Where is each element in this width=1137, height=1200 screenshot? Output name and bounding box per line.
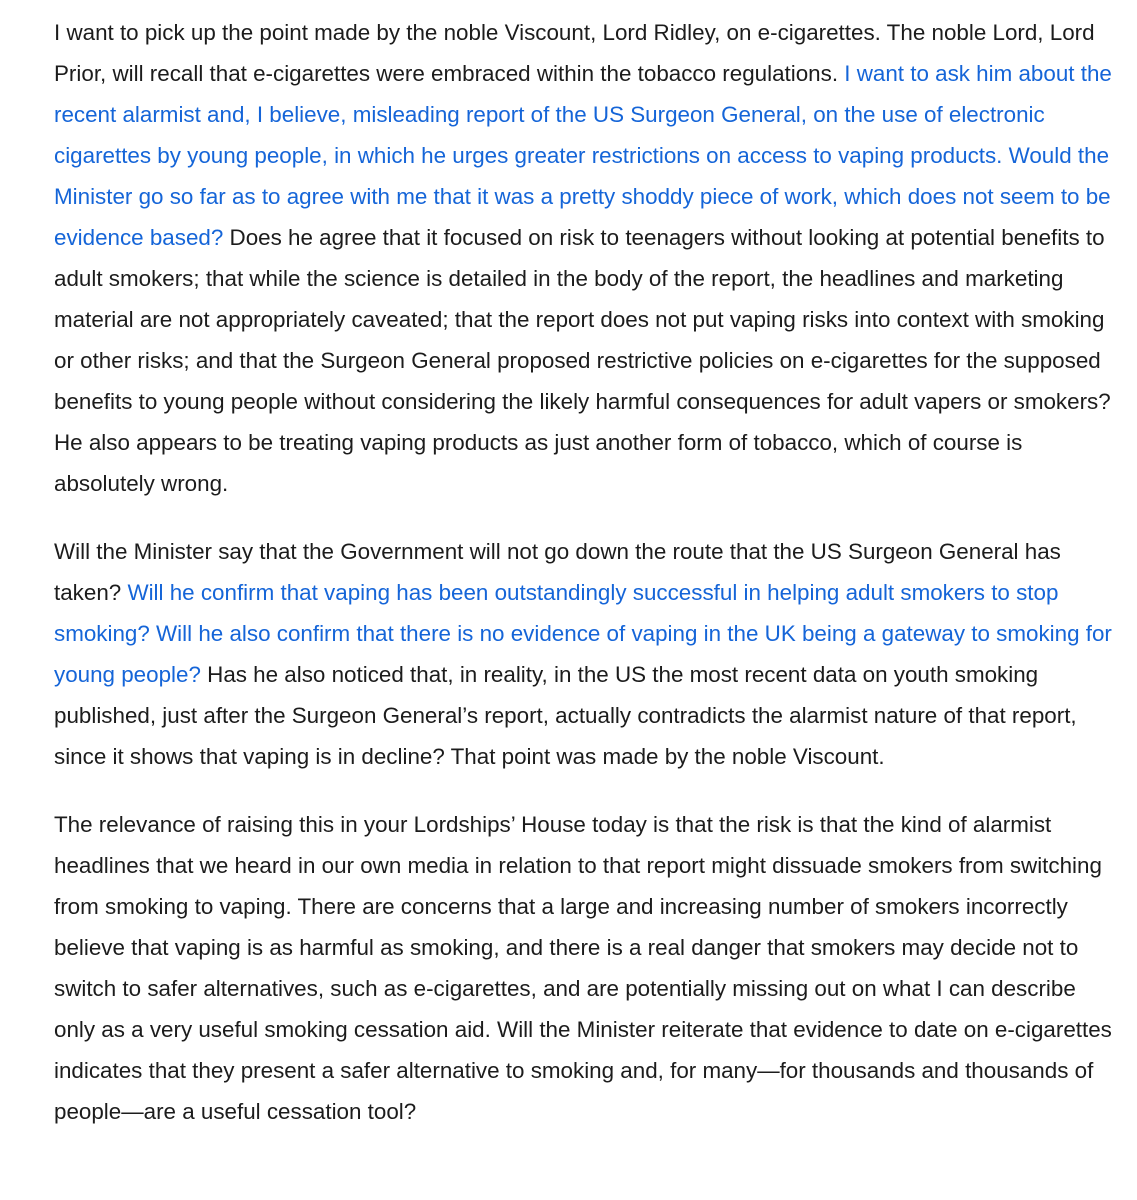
paragraph-2-highlight: Will he confirm that vaping has been outstandingly successful in helping adult smokers to stop smoking? Will he also confirm that there is no evidence of vaping in the UK being a gateway to smoking for young people? (54, 580, 1112, 687)
paragraph-2-text-a: Will the Minister say that the Government will not go down the route that the US Surgeon General has taken? (54, 539, 1061, 605)
paragraph-1-highlight: I want to ask him about the recent alarmist and, I believe, misleading report of the US Surgeon General, on the use of electronic cigarettes by young people, in which he urges greater restrictions on access to vaping products. Would the Minister go so far as to agree with me that it was a pretty shoddy piece of work, which does not seem to be evidence based? (54, 61, 1112, 250)
paragraph-1-text-b: Does he agree that it focused on risk to teenagers without looking at potential benefits to adult smokers; that while the science is detailed in the body of the report, the headlines and marketing material are not appropriately caveated; that the report does not put vaping risks into context with smoking or other risks; and that the Surgeon General proposed restrictive policies on e-cigarettes for the supposed benefits to young people without considering the likely harmful consequences for adult vapers or smokers? He also appears to be treating vaping products as just another form of tobacco, which of course is absolutely wrong. (54, 225, 1111, 496)
paragraph-3-text: The relevance of raising this in your Lordships’ House today is that the risk is that the kind of alarmist headlines that we heard in our own media in relation to that report might dissuade smokers from switching from smoking to vaping. There are concerns that a large and increasing number of smokers incorrectly believe that vaping is as harmful as smoking, and there is a real danger that smokers may decide not to switch to safer alternatives, such as e-cigarettes, and are potentially missing out on what I can describe only as a very useful smoking cessation aid. Will the Minister reiterate that evidence to date on e-cigarettes indicates that they present a safer alternative to smoking and, for many—for thousands and thousands of people—are a useful cessation tool? (54, 812, 1112, 1124)
paragraph-3 (54, 804, 1117, 1132)
paragraph-2 (54, 531, 1117, 777)
paragraph-2-text-b: Has he also noticed that, in reality, in the US the most recent data on youth smoking published, just after the Surgeon General’s report, actually contradicts the alarmist nature of that report, since it shows that vaping is in decline? That point was made by the noble Viscount. (54, 662, 1077, 769)
paragraph-1 (54, 12, 1117, 504)
paragraph-1-text-a: I want to pick up the point made by the noble Viscount, Lord Ridley, on e-cigarettes. The noble Lord, Lord Prior, will recall that e-cigarettes were embraced within the tobacco regulations. (54, 20, 1095, 86)
